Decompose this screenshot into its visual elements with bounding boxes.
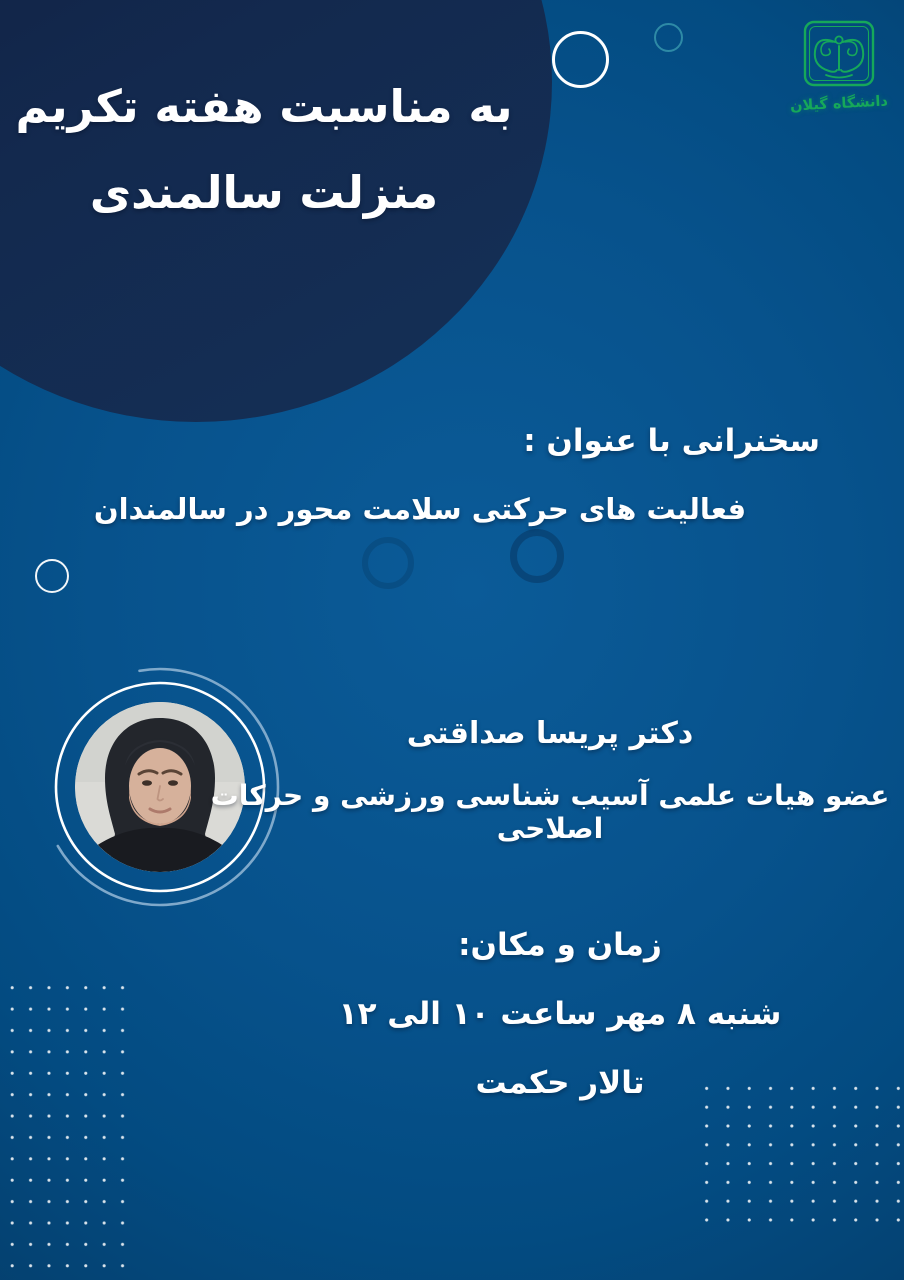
speaker-name: دکتر پریسا صداقتی [406,716,694,751]
decor-ring-white-left-icon [35,559,69,593]
decor-ghost-ring-icon [510,529,564,583]
university-name: دانشگاه گیلان [789,93,889,115]
decor-ghost-ring-icon [362,537,414,589]
speaker-info [200,716,900,845]
schedule-block [305,926,815,1133]
speaker-affiliation: عضو هیات علمی آسیب شناسی ورزشی و حرکات اصلاحی [210,779,890,845]
university-logo [778,20,900,115]
decor-ring-teal-icon [654,23,683,52]
lecture-intro-label: سخنرانی با عنوان : [523,423,820,459]
occasion-title-line1: به مناسبت هفته تکریم [15,80,513,133]
schedule-label: زمان و مکان: [458,927,662,963]
decor-ring-white-top-icon [552,31,609,88]
dots-grid-bottom-left [3,977,130,1277]
lecture-topic: فعالیت های حرکتی سلامت محور در سالمندان [93,492,747,526]
occasion-title-line2: منزلت سالمندی [89,166,439,219]
schedule-datetime: شنبه ۸ مهر ساعت ۱۰ الی ۱۲ [338,996,782,1032]
university-emblem-icon [802,20,876,88]
schedule-venue: تالار حکمت [475,1065,645,1101]
occasion-title [15,64,513,236]
